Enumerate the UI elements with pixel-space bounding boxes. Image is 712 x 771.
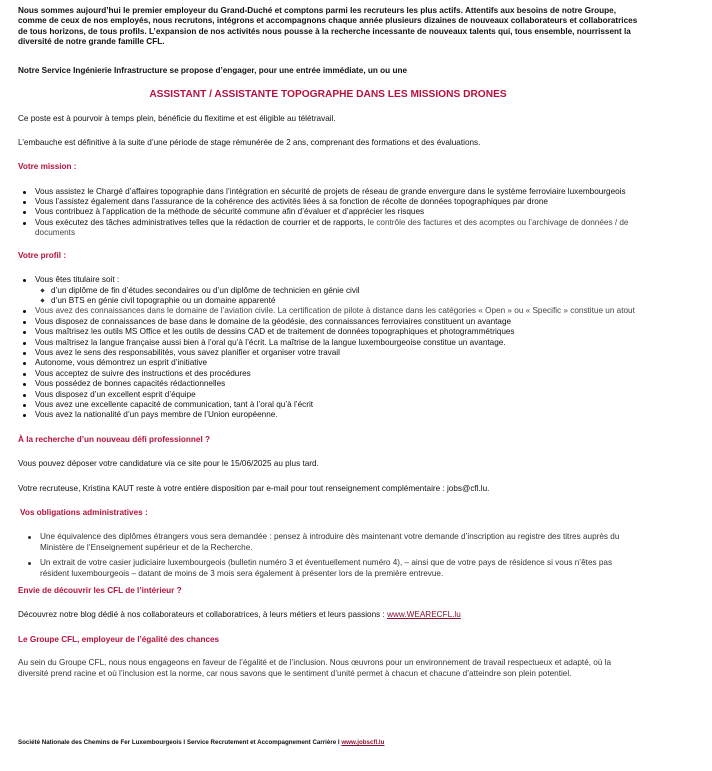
profil-heading: Votre profil :: [18, 250, 67, 260]
list-item: Un extrait de votre casier judiciaire luxembourgeois (bulletin numéro 3 et éventuellement numéro 4), – ainsi que de votre pays de résidence si vous n’êtes pas résident luxembourgeois – datant de moins de 3 mois sera également à présenter lors de la première entrevue.: [40, 558, 640, 579]
list-item-text: Vous exécutez des tâches administratives telles que la rédaction de courrier et de rapports,: [35, 217, 368, 227]
blog-sentence: Découvrez notre blog dédié à nos collaborateurs et collaboratrices, à leurs métiers et leurs passions :: [18, 610, 388, 620]
contact-text: Votre recruteuse, Kristina KAUT reste à votre entière disposition par e-mail pour tout renseignement complémentaire : jobs@cfl.lu.: [18, 483, 490, 493]
list-item: Vous contribuez à l’application de la méthode de sécurité commune afin d’évaluer et d’apprécier les risques: [35, 207, 635, 217]
titulaire-text: Vous êtes titulaire soit :: [35, 275, 120, 285]
blog-heading: Envie de découvrir les CFL de l’intérieur ?: [18, 586, 182, 596]
obligations-list: [18, 532, 638, 579]
list-item: d’un BTS en génie civil topographie ou un domaine apparenté: [51, 296, 635, 306]
list-item: Vous avez le sens des responsabilités, vous savez planifier et organiser votre travail: [35, 348, 635, 358]
footer-text: Société Nationale des Chemins de Fer Luxembourgeois I Service Recrutement et Accompagnement Carrière I: [18, 739, 342, 746]
blog-text: [18, 610, 638, 620]
obligations-heading: Vos obligations administratives :: [20, 508, 148, 517]
list-item: Vous possédez de bonnes capacités rédactionnelles: [35, 379, 635, 389]
mission-list: [18, 187, 638, 239]
list-item: Vous l’assistez également dans l’assurance de la cohérence des activités liées à sa fonction de récolte de données topographiques par drone: [35, 197, 635, 207]
list-item: [35, 218, 635, 239]
list-item: Vous disposez d’un excellent esprit d’équipe: [35, 390, 635, 400]
egalite-text: Au sein du Groupe CFL, nous nous engageons en faveur de l’égalité et de l’inclusion. Nous œuvrons pour un environnement de travail respectueux et adapté, où la diversité prend racine et où l’inclusion est la norme, car nous savons que le sentiment d’unité permet à chacun et chacune d’atteindre son plein potentiel.: [18, 658, 612, 678]
mission-heading: Votre mission :: [18, 162, 77, 172]
deadline-text: Vous pouvez déposer votre candidature via ce site pour le 15/06/2025 au plus tard.: [18, 459, 319, 469]
list-item: Une équivalence des diplômes étrangers vous sera demandée : pensez à introduire dès maintenant votre demande d’inscription au registre des titres auprès du Ministère de l’Enseignement supérieur et de la Recherche.: [40, 532, 640, 553]
list-item: Vous disposez de connaissances de base dans le domaine de la géodésie, des connaissances ferroviaires constituent un avantage: [35, 317, 635, 327]
condition-temps-plein: Ce poste est à pourvoir à temps plein, bénéficie du flexitime et est éligible au télétravail.: [18, 114, 336, 124]
list-item: Vous acceptez de suivre des instructions et des procédures: [35, 369, 635, 379]
list-item: [35, 275, 635, 306]
intro-paragraph: Nous sommes aujourd’hui le premier employeur du Grand-Duché et comptons parmi les recruteurs les plus actifs. Attentifs aux besoins de notre Groupe, comme de ceux de nos employés, nous recrutons, intégrons et accompagnons chaque année plusieurs dizaines de nouveaux collaborateurs et collaboratrices de tous horizons, de tous profils. L’expansion de nos activités nous pousse à la recherche incessante de nouveaux talents qui, tous ensemble, nourrissent la diversité de notre grande famille CFL.: [18, 6, 638, 47]
defi-heading: À la recherche d’un nouveau défi professionnel ?: [18, 434, 210, 444]
list-item: Vous avez la nationalité d’un pays membre de l’Union européenne.: [35, 410, 635, 420]
diploma-list: [35, 286, 635, 307]
list-item-text-grey: le contrôle des factures et des acomptes ou l’archivage de données / de documents: [35, 217, 629, 238]
blog-link[interactable]: www.WEARECFL.lu: [387, 610, 461, 620]
footer: [18, 738, 384, 748]
job-title: ASSISTANT / ASSISTANTE TOPOGRAPHE DANS LES MISSIONS DRONES: [149, 89, 507, 101]
list-item: Vous maîtrisez les outils MS Office et les outils de dessins CAD et de traitement de données topographiques et photogrammétriques: [35, 327, 635, 337]
list-item: Vous maîtrisez la langue française aussi bien à l’oral qu’à l’écrit. La maîtrise de la langue luxembourgeoise constitue un avantage.: [35, 338, 635, 348]
footer-link[interactable]: www.jobscfl.lu: [341, 739, 385, 746]
list-item: Vous assistez le Chargé d’affaires topographie dans l’intégration en sécurité de projets de réseau de grande envergure dans le système ferroviaire luxembourgeois: [35, 187, 635, 197]
lead-sentence: Notre Service Ingénierie Infrastructure se propose d’engager, pour une entrée immédiate, un ou une: [18, 65, 408, 75]
list-item: Autonome, vous démontrez un esprit d’initiative: [35, 358, 635, 368]
list-item: Vous avez une excellente capacité de communication, tant à l’oral qu’à l’écrit: [35, 400, 635, 410]
egalite-heading: Le Groupe CFL, employeur de l’égalité des chances: [18, 634, 220, 644]
condition-embauche: L’embauche est définitive à la suite d’une période de stage rémunérée de 2 ans, comprenant des formations et des évaluations.: [18, 137, 481, 147]
profil-list: [18, 275, 638, 421]
list-item: Vous avez des connaissances dans le domaine de l’aviation civile. La certification de pilote à distance dans les catégories « Open » ou « Specific » constitue un atout: [35, 306, 635, 316]
list-item: d’un diplôme de fin d’études secondaires ou d’un diplôme de technicien en génie civil: [51, 286, 635, 296]
